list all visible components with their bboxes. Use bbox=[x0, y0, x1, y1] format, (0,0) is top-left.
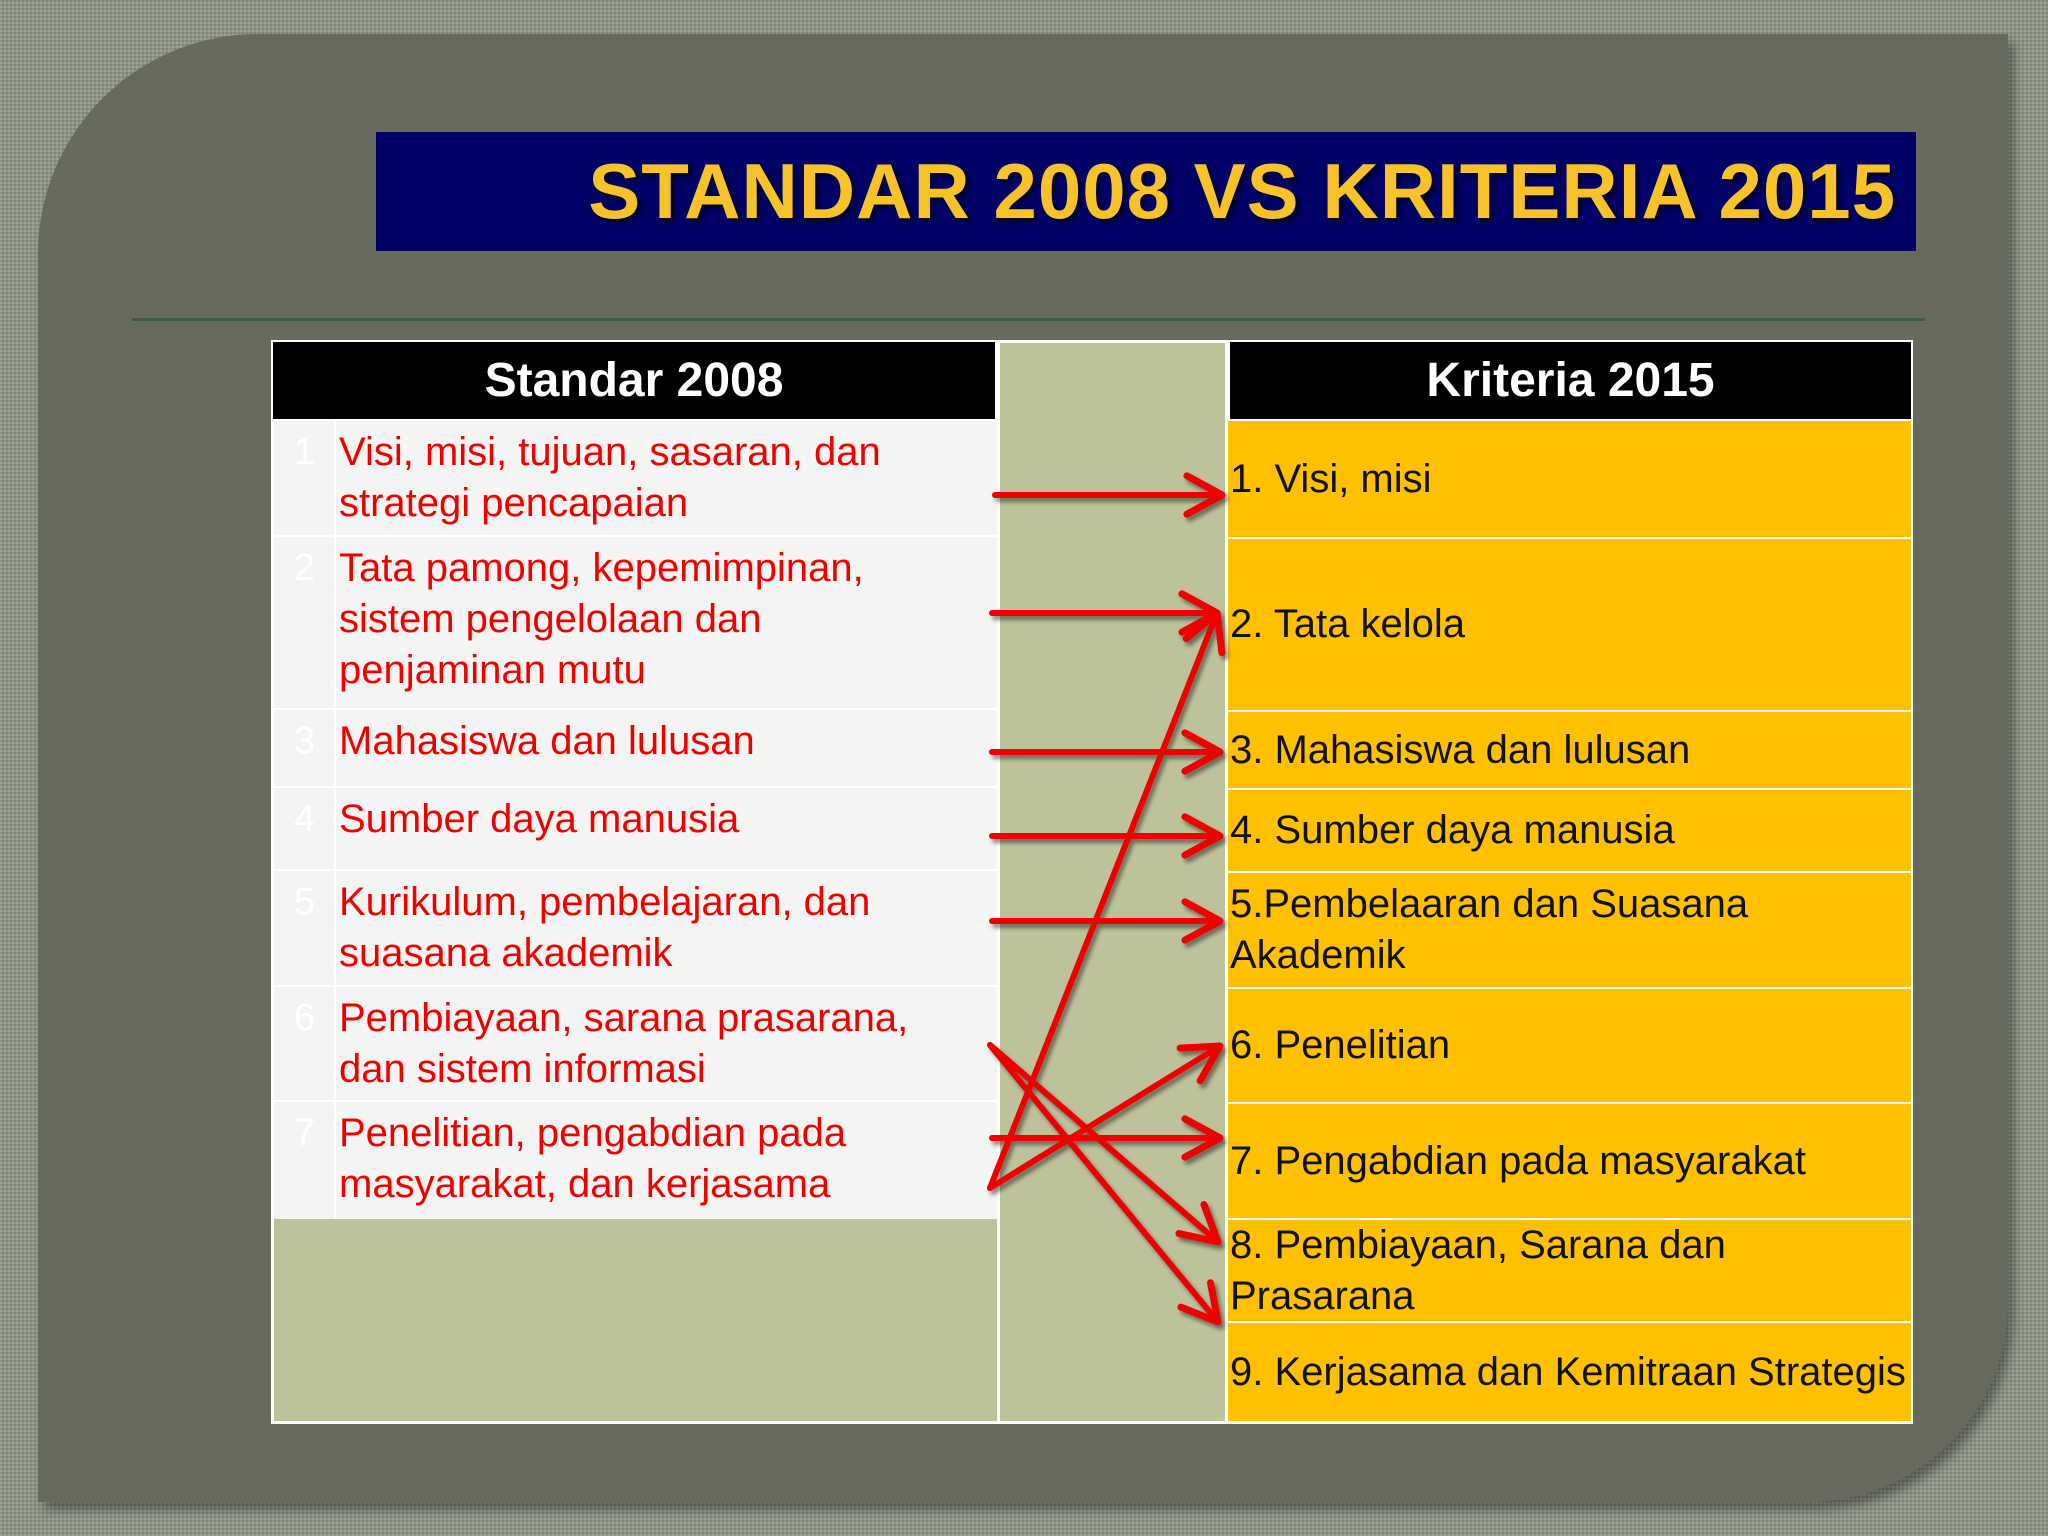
item-label: Visi, misi, tujuan, sasaran, dan strategi pencapaian bbox=[339, 430, 881, 525]
item-label: 2. Tata kelola bbox=[1230, 602, 1465, 646]
item-number: 2 bbox=[294, 547, 316, 589]
item-number: 7 bbox=[294, 1112, 316, 1154]
item-label: 4. Sumber daya manusia bbox=[1230, 808, 1675, 852]
arrow-5-to-5 bbox=[992, 902, 1220, 940]
item-label: Sumber daya manusia bbox=[339, 797, 740, 841]
item-label: 3. Mahasiswa dan lulusan bbox=[1230, 727, 1691, 772]
arrow-3-to-3 bbox=[992, 733, 1220, 771]
item-label: Kurikulum, pembelajaran, dan suasana akademik bbox=[339, 880, 871, 975]
item-label: 6. Penelitian bbox=[1230, 1023, 1451, 1067]
right-column-header: Kriteria 2015 bbox=[1228, 340, 1913, 421]
item-number: 6 bbox=[294, 997, 316, 1039]
item-label: 5.Pembelaaran dan Suasana Akademik bbox=[1230, 882, 1749, 977]
arrow-6-to-9 bbox=[990, 1045, 1218, 1322]
item-label: Pembiayaan, sarana prasarana, dan sistem informasi bbox=[339, 996, 909, 1091]
item-label: Tata pamong, kepemimpinan, sistem pengelolaan dan penjaminan mutu bbox=[339, 546, 864, 692]
arrow-1-to-1 bbox=[995, 476, 1222, 514]
arrow-7-to-7 bbox=[992, 1119, 1220, 1157]
arrow-4-to-4 bbox=[992, 817, 1220, 855]
item-number: 1 bbox=[294, 431, 316, 473]
arrow-2-to-2 bbox=[992, 594, 1217, 632]
arrow-6-to-8 bbox=[990, 1045, 1218, 1242]
item-label: Penelitian, pengabdian pada masyarakat, dan kerjasama bbox=[339, 1111, 847, 1206]
item-label: 9. Kerjasama dan Kemitraan Strategis bbox=[1230, 1349, 1906, 1394]
item-label: 1. Visi, misi bbox=[1230, 456, 1432, 501]
left-column-header: Standar 2008 bbox=[271, 340, 997, 421]
item-number: 5 bbox=[294, 881, 316, 923]
item-number: 3 bbox=[294, 720, 316, 762]
item-label: Mahasiswa dan lulusan bbox=[339, 719, 755, 763]
item-label: 8. Pembiayaan, Sarana dan Prasarana bbox=[1230, 1222, 1726, 1318]
item-label: 7. Pengabdian pada masyarakat bbox=[1230, 1138, 1806, 1183]
item-number: 4 bbox=[294, 798, 316, 840]
slide-title: STANDAR 2008 VS KRITERIA 2015 bbox=[588, 147, 1896, 235]
